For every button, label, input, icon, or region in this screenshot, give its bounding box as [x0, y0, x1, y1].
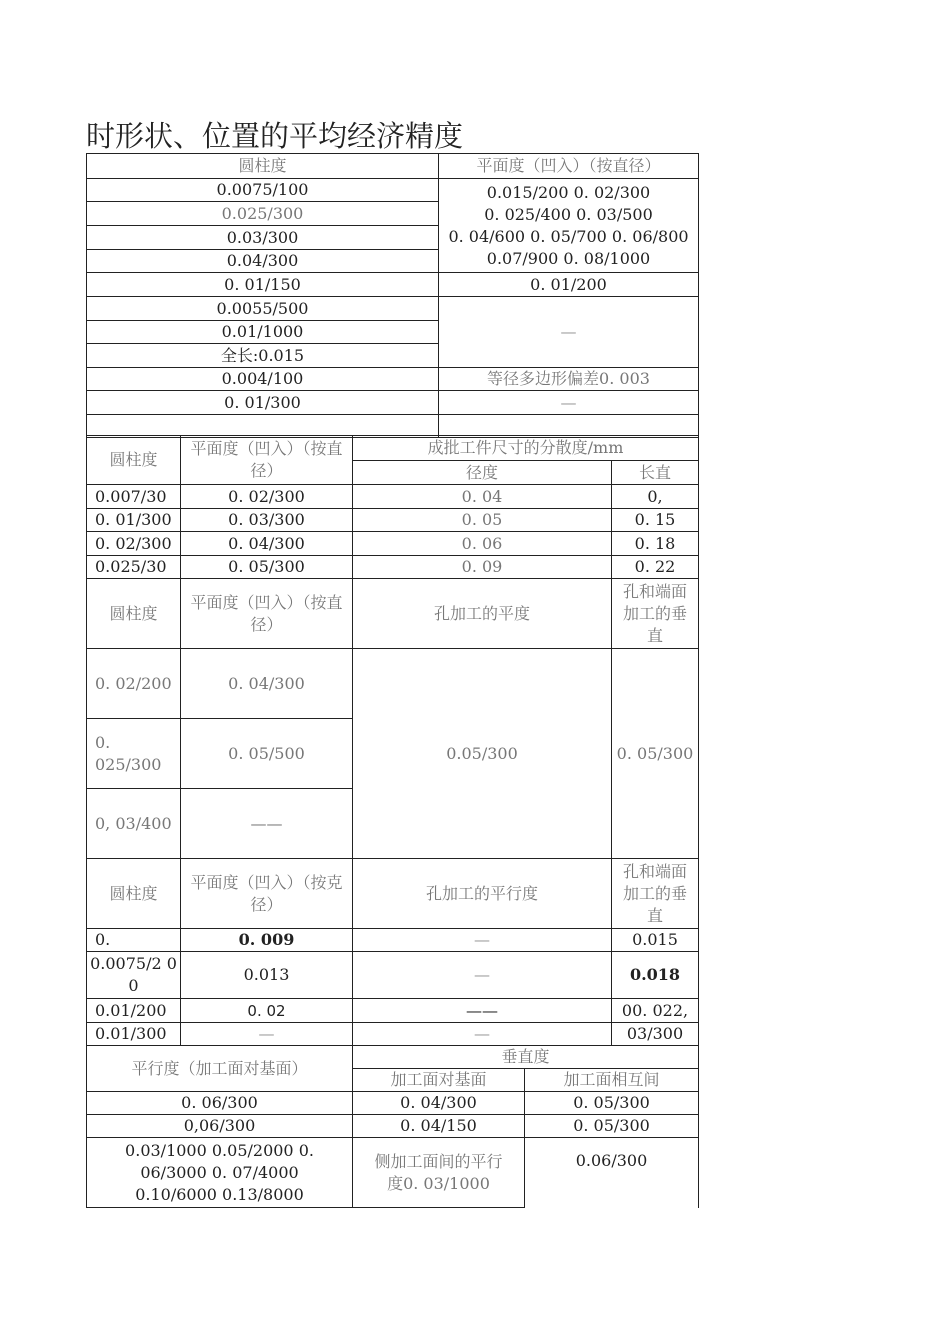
header-length: 长直	[612, 461, 699, 485]
header-cylindricity: 圆柱度	[87, 154, 439, 179]
table-cell: 0. 05/500	[181, 719, 353, 789]
table-cell: —	[439, 297, 699, 368]
table-cell: 0. 05	[353, 509, 612, 532]
table-cell: —	[353, 1023, 612, 1046]
table-cell: 0. 01/150	[87, 273, 439, 297]
table-cell: —	[353, 952, 612, 999]
table-cell: 侧加工面间的平行度0. 03/1000	[353, 1138, 525, 1208]
table-cell: 0. 02/300	[87, 532, 181, 556]
table-cell: 0. 02	[181, 999, 353, 1023]
table-cell: 0. 05/300	[181, 556, 353, 579]
table-cell: 0.004/100	[87, 368, 439, 391]
table-cell: 全长:0.015	[87, 344, 439, 368]
table-row	[87, 532, 699, 556]
header-cylindricity: 圆柱度	[87, 436, 181, 485]
header-flatness: 平面度（凹入）（按克径）	[181, 859, 353, 929]
table-cell: 0. 01/300	[87, 391, 439, 415]
table-cell: 0.01/300	[87, 1023, 181, 1046]
table-cell: 0.015	[612, 929, 699, 952]
table-cell: 0.05/300	[353, 649, 612, 859]
table-row	[87, 929, 699, 952]
table-row	[87, 1023, 699, 1046]
table-cell: 0. 02/300	[181, 485, 353, 509]
table-cell: 0.01/1000	[87, 321, 439, 344]
table-cell: 0.0075/2 0 0	[87, 952, 181, 999]
header-perpendicularity: 垂直度	[353, 1046, 699, 1069]
table-cell: 0.018	[612, 952, 699, 999]
table-cell: ——	[353, 999, 612, 1023]
table-cell: 0. 04/300	[181, 649, 353, 719]
table-row	[87, 509, 699, 532]
page-title: 时形状、位置的平均经济精度	[86, 119, 464, 153]
flatness-line: 0.07/900 0. 08/1000	[486, 248, 651, 268]
table-cell: 0. 01/300	[87, 509, 181, 532]
header-flatness: 平面度（凹入）（按直径）	[439, 154, 699, 179]
table-cell: 0. 05/300	[612, 649, 699, 859]
flatness-line: 0. 025/400 0. 03/500	[484, 204, 653, 224]
table-cell: 0. 025/300	[87, 719, 181, 789]
table-hole-flatness	[86, 578, 699, 859]
table-cell: 0. 04	[353, 485, 612, 509]
flatness-value-block	[439, 179, 699, 273]
table-cell: 0.013	[181, 952, 353, 999]
table-hole-parallelism	[86, 858, 699, 1046]
table-cell: —	[181, 1023, 353, 1046]
table-cell: 0.0075/100	[87, 179, 439, 202]
table-cell: 0. 06/300	[87, 1092, 353, 1115]
table-cell: 0,06/300	[87, 1115, 353, 1138]
table-cell: 0, 03/400	[87, 789, 181, 859]
table-cell: 03/300	[612, 1023, 699, 1046]
header-cylindricity: 圆柱度	[87, 859, 181, 929]
table-cell: 0.025/300	[87, 202, 439, 226]
table-cell: 0.	[87, 929, 181, 952]
flatness-line: 0. 04/600 0. 05/700 0. 06/800	[448, 226, 689, 246]
table-cell: ——	[181, 789, 353, 859]
table-parallel-perpendicular	[86, 1045, 699, 1208]
table-cell: 0. 009	[181, 929, 353, 952]
table-cell: 0. 09	[353, 556, 612, 579]
header-perpendicularity: 孔和端面 加工的垂 直	[612, 579, 699, 649]
header-mutual: 加工面相互间	[525, 1069, 699, 1092]
table-row	[87, 485, 699, 509]
table-cell: 0.04/300	[87, 250, 439, 273]
table-row	[87, 1138, 699, 1208]
table-cylindricity-flatness	[86, 153, 699, 438]
header-parallelism: 平行度（加工面对基面）	[87, 1046, 353, 1092]
table-cell: 0. 04/150	[353, 1115, 525, 1138]
table-cell: 0,	[612, 485, 699, 509]
header-to-base: 加工面对基面	[353, 1069, 525, 1092]
table-cell: 0. 04/300	[181, 532, 353, 556]
table-cell: 0. 05/300	[525, 1115, 699, 1138]
table-cell: 0.025/30	[87, 556, 181, 579]
table-cell: —	[353, 929, 612, 952]
table-cell: 0.03/1000 0.05/2000 0. 06/3000 0. 07/4000 0.10/6000 0.13/8000	[87, 1138, 353, 1208]
table-cell: 0. 15	[612, 509, 699, 532]
table-cell: 0.01/200	[87, 999, 181, 1023]
header-hole-parallelism: 孔加工的平行度	[353, 859, 612, 929]
table-cell: 0. 05/300	[525, 1092, 699, 1115]
table-cell: 等径多边形偏差0. 003	[439, 368, 699, 391]
table-cell: 0.007/30	[87, 485, 181, 509]
table-cell: —	[439, 391, 699, 415]
table-cell: 0.06/300	[525, 1138, 699, 1208]
header-perpendicularity: 孔和端面 加工的垂 直	[612, 859, 699, 929]
table-row	[87, 1092, 699, 1115]
table-row	[87, 1115, 699, 1138]
table-cell: 0.03/300	[87, 226, 439, 250]
table-cell: 00. 022,	[612, 999, 699, 1023]
header-flatness: 平面度（凹入）（按直径）	[181, 436, 353, 485]
header-cylindricity: 圆柱度	[87, 579, 181, 649]
header-hole-flatness: 孔加工的平度	[353, 579, 612, 649]
table-cell: 0. 03/300	[181, 509, 353, 532]
flatness-line: 0.015/200 0. 02/300	[486, 182, 651, 202]
table-cell: 0. 06	[353, 532, 612, 556]
table-row	[87, 952, 699, 999]
table-row	[87, 556, 699, 579]
header-dispersion: 成批工件尺寸的分散度/mm	[353, 436, 699, 461]
header-flatness: 平面度（凹入）（按直径）	[181, 579, 353, 649]
table-batch-dispersion	[86, 435, 699, 579]
table-cell: 0. 18	[612, 532, 699, 556]
table-cell: 0. 02/200	[87, 649, 181, 719]
table-cell: 0.0055/500	[87, 297, 439, 321]
header-diameter: 径度	[353, 461, 612, 485]
table-cell: 0. 04/300	[353, 1092, 525, 1115]
table-cell: 0. 01/200	[439, 273, 699, 297]
table-row	[87, 999, 699, 1023]
table-cell: 0. 22	[612, 556, 699, 579]
